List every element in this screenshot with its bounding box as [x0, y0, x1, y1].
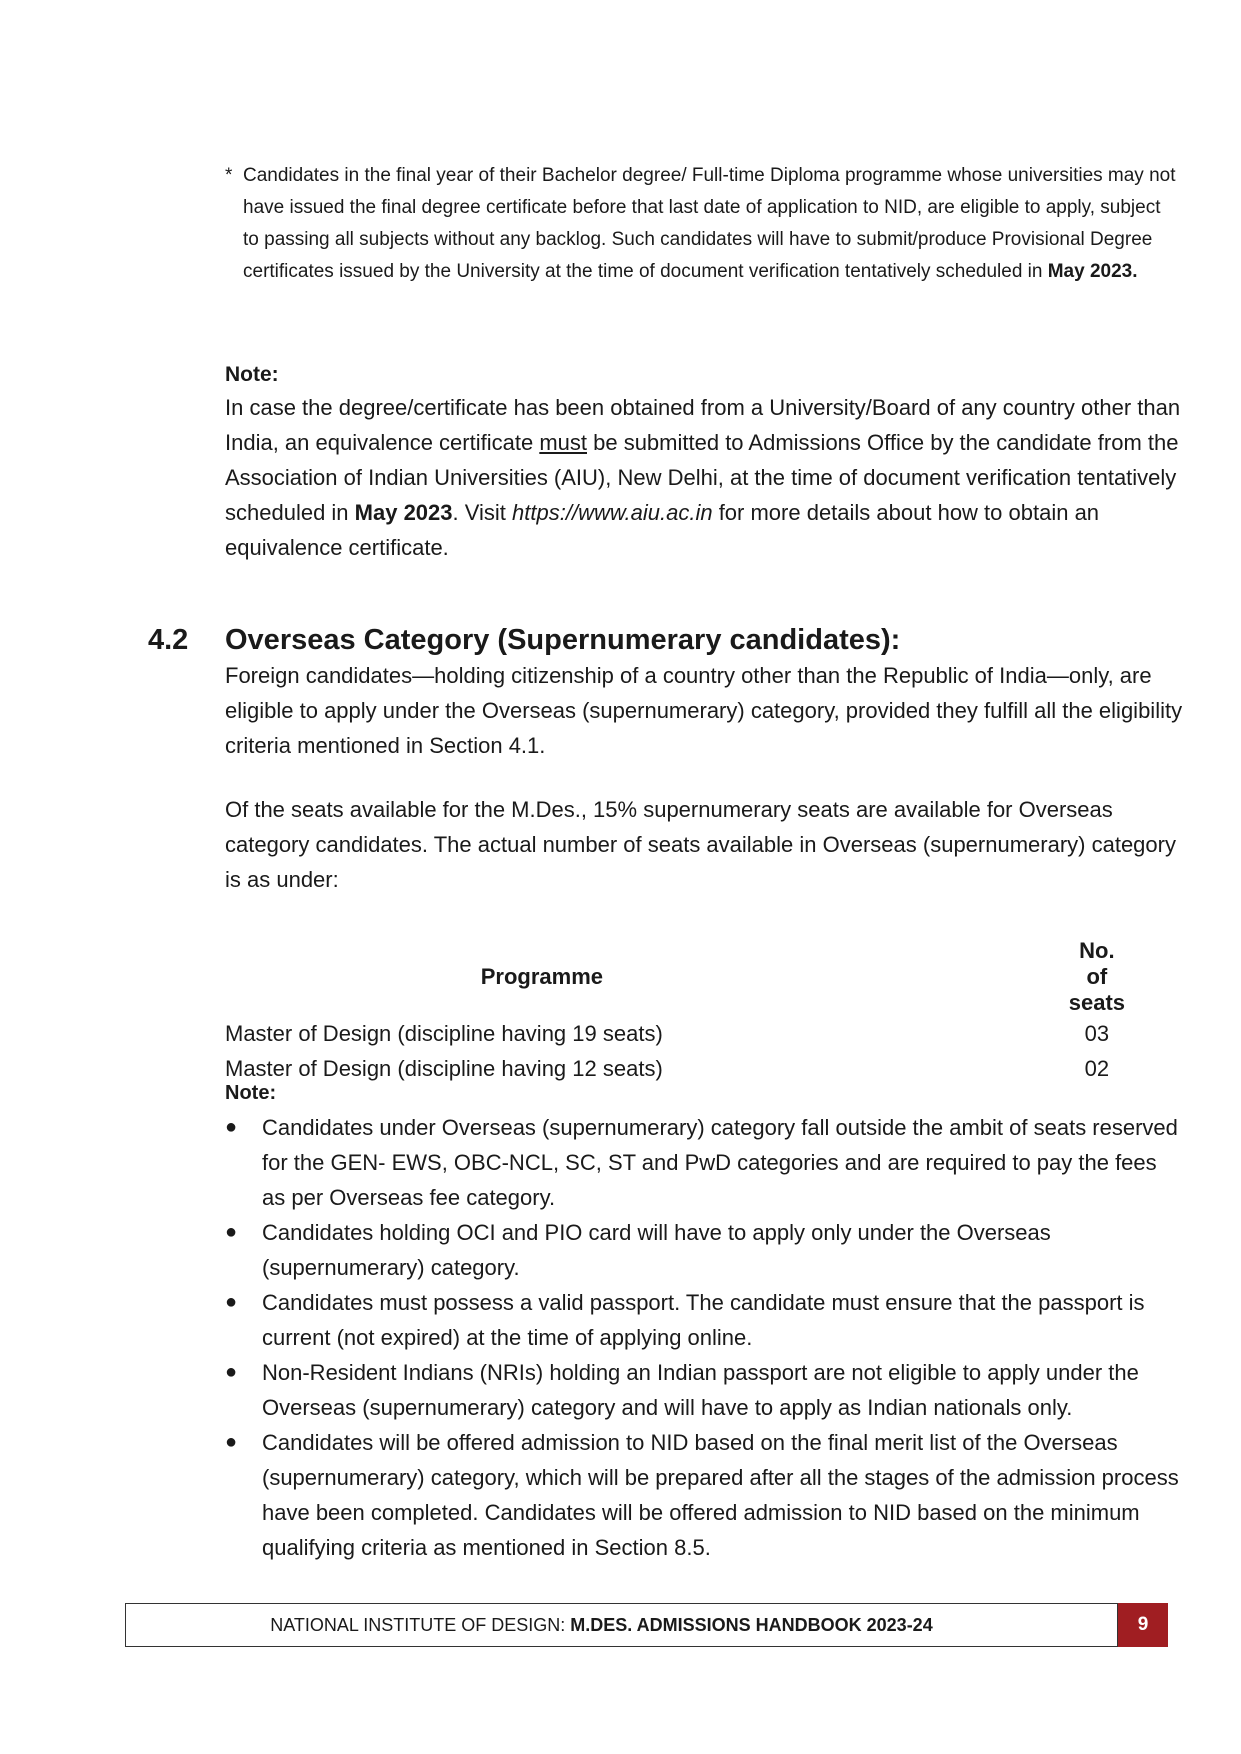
- note-list: [225, 1110, 1185, 1565]
- must-underlined: must: [539, 430, 587, 455]
- overseas-note: [225, 1078, 1185, 1565]
- page-footer: [125, 1603, 1168, 1647]
- seats-paragraph: Of the seats available for the M.Des., 15% supernumerary seats are available for Overseas category candidates. The actual number of seats available in Overseas (supernumerary) category is as under:: [225, 797, 1176, 892]
- seats-table: [225, 938, 1125, 1086]
- footnote-date: May 2023.: [1047, 261, 1138, 282]
- programme-cell: Master of Design (discipline having 12 seats): [225, 1055, 663, 1081]
- footer-title: NATIONAL INSTITUTE OF DESIGN: M.DES. ADMISSIONS HANDBOOK 2023-24: [125, 1603, 1118, 1647]
- bullet-icon: ●: [225, 1221, 238, 1243]
- bullet-icon: ●: [225, 1291, 238, 1313]
- header-seats: No. of seats: [1068, 938, 1126, 1015]
- programme-cell: Master of Design (discipline having 19 seats): [225, 1020, 663, 1046]
- eligibility-paragraph: Foreign candidates—holding citizenship of a country other than the Republic of India—only, are eligible to apply under the Overseas (supernumerary) category, provided they fulfill all the eligibility criteria mentioned in Section 4.1.: [225, 663, 1183, 758]
- footnote-asterisk: *: [225, 165, 233, 186]
- section-title: Overseas Category (Supernumerary candidates):: [225, 624, 901, 656]
- list-item: ● Candidates must possess a valid passport. The candidate must ensure that the passport is current (not expired) at the time of applying online.: [225, 1285, 1185, 1355]
- list-item: ● Candidates under Overseas (supernumerary) category fall outside the ambit of seats reserved for the GEN- EWS, OBC-NCL, SC, ST and PwD categories and are required to pay the fees as per Overseas fee category.: [225, 1110, 1185, 1215]
- list-item: ● Non-Resident Indians (NRIs) holding an Indian passport are not eligible to apply under the Overseas (supernumerary) category and will have to apply as Indian nationals only.: [225, 1355, 1185, 1425]
- list-item: ● Candidates holding OCI and PIO card will have to apply only under the Overseas (supernumerary) category.: [225, 1215, 1185, 1285]
- equivalence-note: [225, 360, 1185, 565]
- seats-cell: 03: [1084, 1020, 1110, 1046]
- equivalence-note-text: In case the degree/certificate has been obtained from a University/Board of any country other than India, an equivalence certificate must be submitted to Admissions Office by the candidate from the Association of Indian Universities (AIU), New Delhi, at the time of document verification tentatively scheduled in May 2023. Visit https://www.aiu.ac.in for more details about how to obtain an equivalence certificate.: [225, 395, 1181, 560]
- section-heading: [148, 620, 1188, 660]
- table-header-row: [225, 938, 1125, 1016]
- section-body: [225, 658, 1185, 897]
- bullet-icon: ●: [225, 1361, 238, 1383]
- bullet-icon: ●: [225, 1431, 238, 1453]
- verification-date: May 2023: [354, 500, 453, 525]
- aiu-link[interactable]: https://www.aiu.ac.in: [512, 500, 713, 525]
- footnote-text: Candidates in the final year of their Bachelor degree/ Full-time Diploma programme whose universities may not have issued the final degree certificate before that last date of application to NID, are eligible to apply, subject to passing all subjects without any backlog. Such candidates will have to submit/produce Provisional Degree certificates issued by the University at the time of document verification tentatively scheduled in: [243, 165, 1176, 282]
- bullet-icon: ●: [225, 1116, 238, 1138]
- note-heading: Note:: [225, 1082, 277, 1104]
- table-row: [225, 1016, 1125, 1051]
- page-number: 9: [1118, 1603, 1168, 1647]
- section-number: 4.2: [148, 624, 189, 656]
- footnote: [225, 160, 1180, 288]
- list-item: ● Candidates will be offered admission to NID based on the final merit list of the Overseas (supernumerary) category, which will be prepared after all the stages of the admission process have been completed. Candidates will be offered admission to NID based on the minimum qualifying criteria as mentioned in Section 8.5.: [225, 1425, 1185, 1565]
- seats-cell: 02: [1084, 1055, 1110, 1081]
- note-heading: Note:: [225, 363, 279, 386]
- header-programme: Programme: [480, 964, 603, 989]
